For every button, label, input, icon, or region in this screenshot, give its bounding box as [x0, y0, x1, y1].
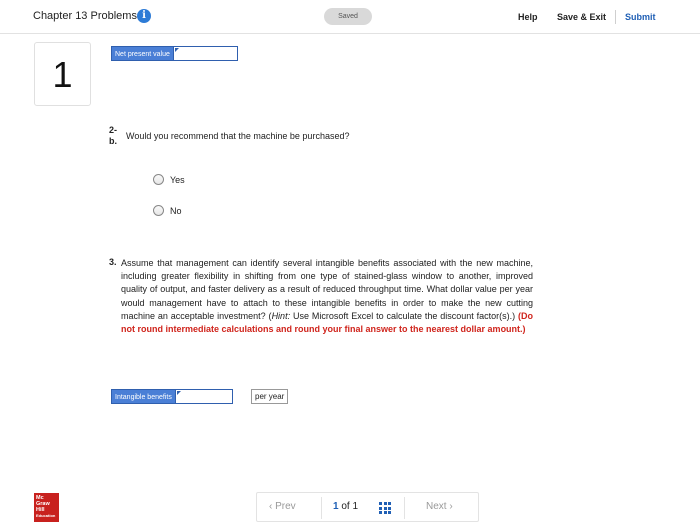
radio-label-no: No — [170, 205, 182, 216]
chevron-left-icon: ‹ — [269, 501, 273, 512]
question-3-hint: Hint: — [271, 310, 291, 321]
radio-option-yes[interactable] — [153, 174, 185, 185]
next-button[interactable] — [426, 501, 453, 512]
question-3-number: 3. — [109, 257, 117, 267]
next-label: Next — [426, 501, 447, 512]
mcgraw-hill-logo — [34, 493, 59, 522]
header-divider — [615, 10, 616, 24]
intangible-benefits-label: Intangible benefits — [111, 389, 176, 404]
radio-option-no[interactable] — [153, 205, 182, 216]
prev-label: Prev — [275, 501, 296, 512]
question-2b-number-line2: b. — [109, 136, 117, 146]
info-icon[interactable]: i — [137, 9, 151, 23]
npv-field — [111, 46, 238, 61]
page-indicator — [333, 501, 358, 512]
logo-line-2: Graw — [36, 501, 50, 507]
logo-line-4: Education — [36, 513, 56, 518]
page-current: 1 — [333, 501, 339, 512]
prev-button[interactable] — [269, 501, 296, 512]
page-total: 1 — [352, 501, 359, 512]
save-exit-button[interactable]: Save & Exit — [557, 12, 607, 22]
per-year-unit: per year — [251, 389, 288, 404]
question-2b-text: Would you recommend that the machine be purchased? — [126, 131, 350, 141]
question-3-text — [121, 257, 533, 336]
radio-button-no[interactable] — [153, 205, 164, 216]
question-2b-number-line1: 2- — [109, 125, 118, 135]
question-3-body: Assume that management can identify several intangible benefits associated with the new machine, including greater flexibility in shifting from one type of stained-glass window to another, improved quality of output, and faster delivery as a result of reduced throughput time. What dollar value per year would management have to attach to these intangible benefits in order to make the new cutting machine an acceptable investment? ( — [121, 258, 533, 321]
pagination — [256, 492, 479, 522]
radio-button-yes[interactable] — [153, 174, 164, 185]
intangible-benefits-input[interactable] — [176, 389, 233, 404]
submit-button[interactable]: Submit — [625, 12, 656, 22]
npv-input[interactable] — [174, 46, 238, 61]
question-3-body-end: Use Microsoft Excel to calculate the discount factor(s).) — [290, 310, 516, 321]
logo-line-1: Mc — [36, 495, 44, 501]
footer — [0, 484, 700, 525]
radio-label-yes: Yes — [170, 174, 185, 185]
logo-line-3: Hill — [36, 507, 45, 513]
chevron-right-icon: › — [449, 501, 453, 512]
grid-icon[interactable] — [379, 502, 391, 514]
npv-label: Net present value — [111, 46, 174, 61]
intangible-benefits-field — [111, 389, 233, 404]
pager-divider — [321, 497, 322, 519]
question-number-box: 1 — [34, 42, 91, 106]
question-2b-number — [109, 125, 117, 147]
assignment-title: Chapter 13 Problems — [33, 10, 137, 22]
question-3-warning: (Do not round intermediate calculations and round your final answer to the nearest dollar amount.) — [121, 310, 533, 335]
help-button[interactable]: Help — [518, 12, 538, 22]
page-of: of — [341, 501, 350, 512]
saved-status-badge: Saved — [324, 8, 372, 25]
pager-divider — [404, 497, 405, 519]
top-header — [0, 0, 700, 34]
